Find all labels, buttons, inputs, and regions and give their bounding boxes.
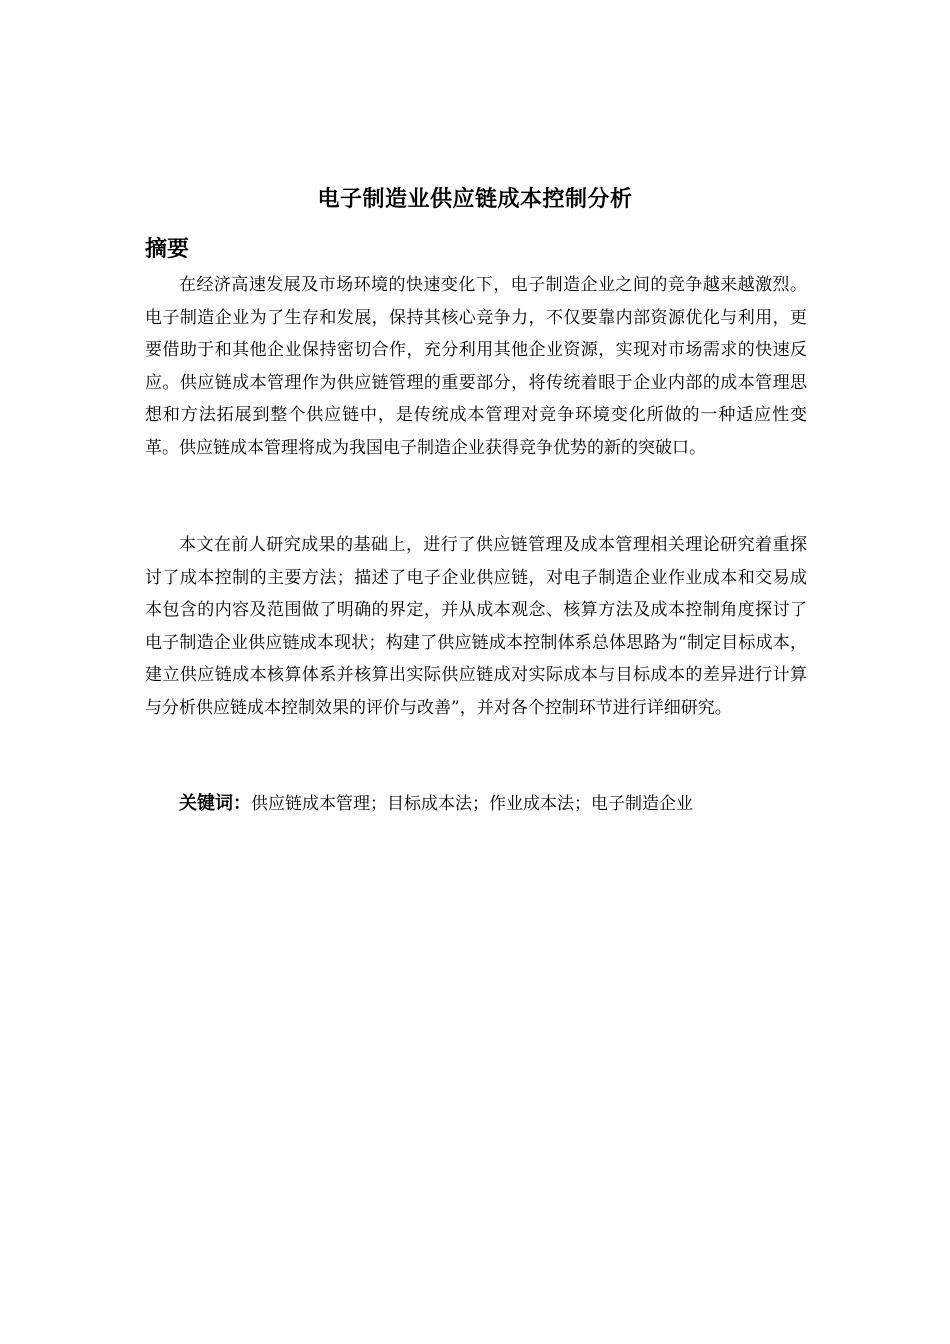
keyword-item: 目标成本法 — [387, 794, 472, 814]
keyword-separator: ； — [472, 794, 489, 814]
keywords-line — [179, 788, 693, 820]
abstract-heading: 摘要 — [145, 237, 190, 262]
abstract-paragraph-1: 在经济高速发展及市场环境的快速变化下，电子制造企业之间的竞争越来越激烈。电子制造企业为了生存和发展，保持其核心竞争力，不仅要靠内部资源优化与利用，更要借助于和其他企业保持密切合作，充分利用其他企业资源，实现对市场需求的快速反应。供应链成本管理作为供应链管理的重要部分，将传统着眼于企业内部的成本管理思想和方法拓展到整个供应链中，是传统成本管理对竞争环境变化所做的一种适应性变革。供应链成本管理将成为我国电子制造企业获得竞争优势的新的突破口。 — [145, 275, 807, 458]
keyword-item: 作业成本法 — [489, 794, 574, 814]
keyword-separator: ； — [574, 794, 591, 814]
document-title: 电子制造业供应链成本控制分析 — [317, 187, 633, 212]
keywords-label: 关键词： — [179, 793, 251, 814]
keyword-item: 电子制造企业 — [591, 794, 693, 814]
abstract-paragraph-2: 本文在前人研究成果的基础上，进行了供应链管理及成本管理相关理论研究着重探讨了成本控制的主要方法；描述了电子企业供应链，对电子制造企业作业成本和交易成本包含的内容及范围做了明确的界定，并从成本观念、核算方法及成本控制角度探讨了电子制造企业供应链成本现状；构建了供应链成本控制体系总体思路为“制定目标成本，建立供应链成本核算体系并核算出实际供应链成对实际成本与目标成本的差异进行计算与分析供应链成本控制效果的评价与改善”，并对各个控制环节进行详细研究。 — [145, 535, 807, 718]
keyword-item: 供应链成本管理 — [251, 794, 370, 814]
keyword-separator: ； — [370, 794, 387, 814]
